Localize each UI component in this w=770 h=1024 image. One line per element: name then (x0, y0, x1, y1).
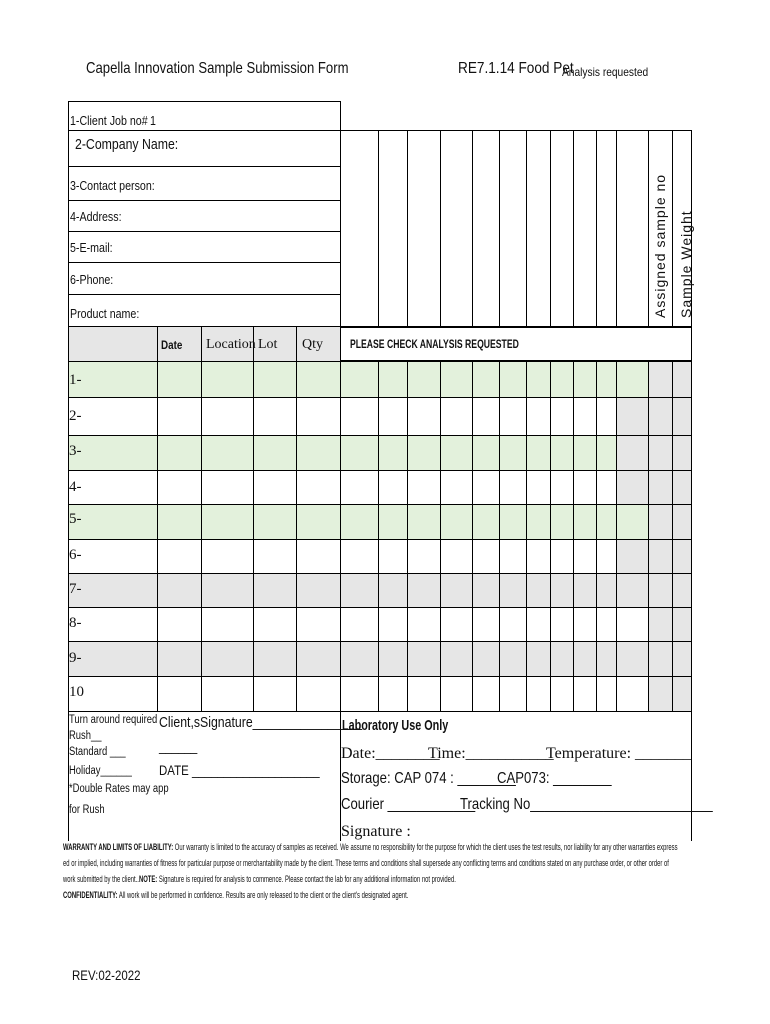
grid-line (672, 361, 673, 711)
warranty-text-3a: work submitted by the client.. (63, 874, 139, 885)
grid-line (672, 130, 673, 326)
grid-line (573, 361, 574, 711)
rule (68, 166, 341, 167)
grid-line (68, 573, 691, 574)
lab-time-field[interactable]: Time:___________ (428, 745, 554, 762)
grid-line (378, 361, 379, 711)
col-lot: Lot (258, 337, 278, 352)
row-background (69, 435, 648, 470)
grid-line (616, 130, 617, 326)
lab-temperature-field[interactable]: Temperature: _______ (546, 745, 692, 762)
row-background (69, 361, 648, 397)
phone-label: 6-Phone: (70, 272, 114, 287)
note-heading: NOTE: (138, 874, 158, 885)
row-background (648, 641, 691, 676)
confidentiality-line (63, 890, 408, 901)
row-background (648, 435, 691, 470)
row-background (648, 470, 691, 504)
grid-line (68, 607, 691, 608)
row-number: 10 (69, 684, 84, 700)
grid-line (340, 361, 341, 711)
rule (68, 101, 341, 102)
grid-line (526, 130, 527, 326)
row-number: 3- (69, 443, 82, 459)
confidentiality-heading: CONFIDENTIALITY: (63, 890, 118, 901)
row-background (616, 470, 648, 504)
grid-line (440, 130, 441, 326)
storage-cap074-field[interactable]: Storage: CAP 074 : ________ (341, 770, 516, 787)
courier-field[interactable]: Courier ____________ (341, 796, 476, 813)
double-rates-note-2: for Rush (69, 804, 105, 816)
warranty-line-3 (63, 874, 456, 885)
grid-line (68, 539, 691, 540)
grid-line (407, 361, 408, 711)
col-qty: Qty (302, 337, 323, 352)
row-number: 7- (69, 581, 82, 597)
row-background (616, 435, 648, 470)
rule (68, 231, 341, 232)
double-rates-note: *Double Rates may app (69, 783, 169, 795)
row-number: 8- (69, 615, 82, 631)
rule (68, 130, 691, 131)
row-background (648, 397, 691, 435)
cap073-field[interactable]: CAP073: ________ (497, 770, 612, 787)
grid-line (472, 361, 473, 711)
row-number: 1- (69, 372, 82, 388)
rule (68, 294, 341, 295)
tracking-no-field[interactable]: Tracking No_________________________ (460, 796, 713, 813)
assigned-sample-no-header: Assigned sample no (652, 173, 668, 318)
column-header-background (69, 327, 340, 361)
warranty-text-1: Our warranty is limited to the accuracy of samples as received. We assume no responsibility for the purpose for which the client uses the test results, nor liability for any other warranties express (174, 842, 678, 853)
grid-line (472, 130, 473, 326)
grid-line (499, 361, 500, 711)
sample-weight-header: Sample Weight (678, 210, 694, 318)
row-background (648, 676, 691, 711)
check-analysis-header: PLEASE CHECK ANALYSIS REQUESTED (350, 337, 519, 351)
grid-line (68, 504, 691, 505)
row-background (616, 539, 648, 573)
company-name-label: 2-Company Name: (75, 136, 179, 153)
revision-label: REV:02-2022 (72, 967, 141, 983)
grid-line (648, 130, 649, 326)
grid-line (378, 130, 379, 326)
warranty-line-1 (63, 842, 678, 853)
grid-line (68, 641, 691, 642)
confidentiality-text: All work will be performed in confidence. Results are only released to the client or the client's designated agent. (118, 890, 409, 901)
turnaround-standard[interactable]: Standard ___ (69, 746, 126, 758)
row-background (648, 573, 691, 607)
row-background (648, 504, 691, 539)
lab-signature-field[interactable]: Signature : (341, 823, 411, 840)
grid-line (201, 327, 202, 711)
warranty-heading: WARRANTY AND LIMITS OF LIABILITY: (63, 842, 174, 853)
grid-line (691, 361, 692, 711)
row-background (648, 607, 691, 641)
grid-line (157, 327, 158, 711)
grid-line (296, 327, 297, 711)
warranty-text-3b: Signature is required for analysis to commence. Please contact the lab for any additional information not provided. (158, 874, 456, 885)
client-signature-field[interactable]: Client,sSignature________________ (159, 714, 363, 731)
row-background (69, 504, 648, 539)
row-background (616, 397, 648, 435)
turnaround-title: Turn around required (69, 714, 158, 726)
grid-line (691, 711, 692, 841)
grid-line (68, 470, 691, 471)
turnaround-rush[interactable]: Rush__ (69, 730, 102, 742)
rule (68, 200, 341, 201)
analysis-requested-label: Analysis requested (562, 65, 649, 79)
col-location: Location (206, 337, 256, 352)
client-date-field[interactable]: DATE ____________________ (159, 762, 320, 778)
turnaround-holiday[interactable]: Holiday______ (69, 765, 132, 777)
grid-line (68, 397, 691, 398)
client-signature-continued: ______ (159, 738, 198, 754)
rule (68, 262, 341, 263)
address-label: 4-Address: (70, 209, 122, 224)
lab-date-field[interactable]: Date:________ (341, 745, 440, 762)
grid-line (526, 361, 527, 711)
grid-line (648, 361, 649, 711)
client-job-value[interactable]: 1 (150, 113, 156, 128)
row-number: 6- (69, 547, 82, 563)
lab-use-title: Laboratory Use Only (342, 717, 449, 734)
col-date: Date (161, 338, 183, 352)
grid-line (499, 130, 500, 326)
form-title: Capella Innovation Sample Submission Form (86, 60, 349, 77)
grid-line (616, 361, 617, 711)
row-number: 2- (69, 408, 82, 424)
grid-line (407, 130, 408, 326)
grid-line (596, 130, 597, 326)
grid-line (550, 130, 551, 326)
row-number: 4- (69, 479, 82, 495)
client-job-label: 1-Client Job no# (70, 113, 148, 128)
row-background (69, 573, 648, 607)
grid-line (68, 676, 691, 677)
email-label: 5-E-mail: (70, 240, 113, 255)
row-number: 5- (69, 511, 82, 527)
form-reference: RE7.1.14 Food Pet (458, 60, 574, 77)
grid-line (253, 327, 254, 711)
grid-line (573, 130, 574, 326)
grid-line (340, 327, 691, 328)
grid-line (596, 361, 597, 711)
product-name-label: Product name: (70, 306, 140, 321)
grid-line (691, 326, 692, 361)
contact-person-label: 3-Contact person: (70, 178, 155, 193)
row-number: 9- (69, 650, 82, 666)
warranty-text-2: ed or implied, including warranties of fitness for particular purpose or merchantability made by the client. These terms and conditions shall supersede any conflicting terms and conditions stated on any purchase order, or other order of (63, 858, 669, 869)
grid-line (68, 711, 691, 712)
row-background (648, 361, 691, 397)
grid-line (550, 361, 551, 711)
row-background (69, 641, 648, 676)
row-background (648, 539, 691, 573)
grid-line (68, 435, 691, 436)
grid-line (440, 361, 441, 711)
grid-line (68, 361, 691, 362)
